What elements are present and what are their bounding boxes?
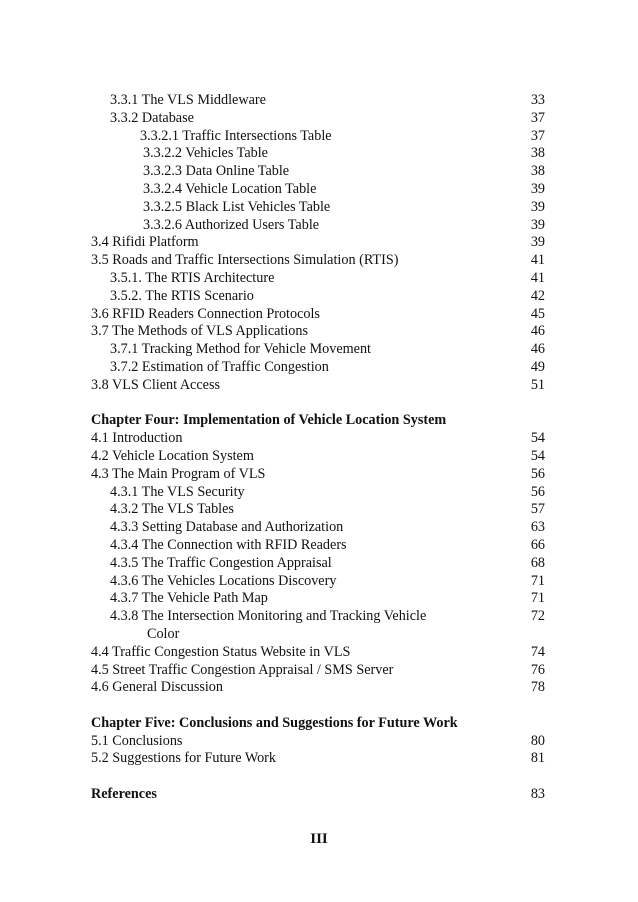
toc-entry-page: 56 [530, 483, 545, 500]
toc-entry-title: 5.2 Suggestions for Future Work [91, 750, 276, 767]
toc-entry-page: 78 [530, 679, 545, 696]
toc-entry-page: 38 [530, 163, 545, 180]
spacer [91, 768, 545, 786]
toc-entry [91, 252, 545, 270]
toc-entry-page: 68 [530, 554, 545, 571]
toc-entry [91, 341, 545, 359]
toc-entry [91, 430, 545, 448]
toc-entry-title: 4.3.1 The VLS Security [110, 483, 245, 500]
toc-entry-page: 54 [530, 447, 545, 464]
toc-entry-title: 3.3.2.5 Black List Vehicles Table [143, 198, 331, 215]
toc-entry [91, 679, 545, 697]
toc-entry-title: 3.3.2 Database [110, 109, 194, 126]
toc-entry [91, 537, 545, 555]
toc-entry-title: 3.5 Roads and Traffic Intersections Simulation (RTIS) [91, 252, 399, 269]
toc-entry-title: 3.3.2.2 Vehicles Table [143, 145, 268, 162]
toc-entry-page: 54 [530, 430, 545, 447]
toc-entry-page: 37 [530, 109, 545, 126]
toc-entry-title: 3.5.2. The RTIS Scenario [110, 287, 254, 304]
toc-entry-title: 4.1 Introduction [91, 430, 183, 447]
toc-entry [91, 145, 545, 163]
toc-entry-page: 37 [530, 127, 545, 144]
toc-entry-page: 38 [530, 145, 545, 162]
toc-entry-title: 3.3.2.6 Authorized Users Table [143, 216, 320, 233]
toc-entry [91, 110, 545, 128]
toc-entry-title: References [91, 786, 157, 803]
toc-entry-page: 41 [530, 269, 545, 286]
toc-entry [91, 750, 545, 768]
toc-entry-page: 46 [530, 341, 545, 358]
toc-entry-title: 3.3.2.4 Vehicle Location Table [143, 180, 317, 197]
toc-entry-page: 39 [530, 234, 545, 251]
toc-entry [91, 608, 545, 626]
toc-entry-title: 3.7 The Methods of VLS Applications [91, 323, 309, 340]
toc-entry-page: 80 [530, 732, 545, 749]
toc-entry-page: 39 [530, 216, 545, 233]
toc-entry-title: 4.5 Street Traffic Congestion Appraisal / SMS Server [91, 661, 394, 678]
toc-entry-page: 45 [530, 305, 545, 322]
toc-entry [91, 217, 545, 235]
toc-entry [91, 323, 545, 341]
chapter-heading [91, 715, 545, 733]
chapter-title: Chapter Four: Implementation of Vehicle Location System [91, 412, 447, 429]
toc-entry [91, 234, 545, 252]
chapter-heading [91, 412, 545, 430]
toc-entry-title: 3.7.2 Estimation of Traffic Congestion [110, 358, 329, 375]
toc-entry-page: 42 [530, 287, 545, 304]
toc-entry [91, 92, 545, 110]
chapter-title: Chapter Five: Conclusions and Suggestions for Future Work [91, 714, 458, 731]
toc-entry-page: 33 [530, 92, 545, 108]
toc-entry-continuation [91, 626, 545, 644]
toc-entry [91, 555, 545, 573]
toc-entry [91, 590, 545, 608]
toc-entry-page: 71 [530, 590, 545, 607]
toc-entry [91, 377, 545, 395]
toc-entry-page: 49 [530, 358, 545, 375]
toc-entry-title: 4.4 Traffic Congestion Status Website in VLS [91, 643, 351, 660]
toc-entry-title: 3.3.2.1 Traffic Intersections Table [140, 127, 332, 144]
toc-entry-page: 39 [530, 180, 545, 197]
toc-entry-title: 3.6 RFID Readers Connection Protocols [91, 305, 320, 322]
toc-entry-page: 71 [530, 572, 545, 589]
toc-entry [91, 448, 545, 466]
toc-entry [91, 359, 545, 377]
toc-entry-title: 3.5.1. The RTIS Architecture [110, 269, 275, 286]
spacer [91, 697, 545, 715]
spacer [91, 395, 545, 413]
toc-entry [91, 519, 545, 537]
toc-entry-title: 3.3.2.3 Data Online Table [143, 163, 290, 180]
toc-entry-title: 3.3.1 The VLS Middleware [110, 92, 266, 108]
toc-entry [91, 501, 545, 519]
toc-entry-title: 4.3.7 The Vehicle Path Map [110, 590, 268, 607]
toc-entry-page: 56 [530, 465, 545, 482]
toc-entry [91, 163, 545, 181]
page-number: III [310, 831, 328, 847]
toc-entry [91, 573, 545, 591]
toc-entry-title: 4.3.5 The Traffic Congestion Appraisal [110, 554, 332, 571]
toc-entry-title: 4.3.4 The Connection with RFID Readers [110, 536, 347, 553]
toc-entry [91, 128, 545, 146]
toc-entry-page: 76 [530, 661, 545, 678]
toc-entry-title: 4.3 The Main Program of VLS [91, 465, 266, 482]
toc-entry-page: 83 [530, 786, 545, 803]
toc-entry-title: 4.3.8 The Intersection Monitoring and Tracking Vehicle [110, 608, 427, 625]
toc-entry-title: 4.3.2 The VLS Tables [110, 501, 234, 518]
toc-entry-page: 39 [530, 198, 545, 215]
toc-entry [91, 199, 545, 217]
toc-entry-title: 3.7.1 Tracking Method for Vehicle Movement [110, 341, 371, 358]
toc-entry [91, 270, 545, 288]
toc-entry-title: 3.4 Rifidi Platform [91, 234, 199, 251]
table-of-contents [91, 92, 545, 804]
toc-entry [91, 644, 545, 662]
toc-entry-title: 5.1 Conclusions [91, 732, 183, 749]
toc-entry-page: 51 [530, 376, 545, 393]
toc-entry-page: 81 [530, 750, 545, 767]
toc-entry [91, 662, 545, 680]
toc-entry-title: 4.3.3 Setting Database and Authorization [110, 519, 344, 536]
toc-entry [91, 733, 545, 751]
toc-entry-title: 4.2 Vehicle Location System [91, 447, 254, 464]
toc-entry-page: 72 [530, 608, 545, 625]
toc-entry [91, 288, 545, 306]
toc-entry [91, 484, 545, 502]
toc-entry-page: 57 [530, 501, 545, 518]
toc-entry-title: 4.3.6 The Vehicles Locations Discovery [110, 572, 337, 589]
references-entry [91, 786, 545, 804]
toc-entry-page: 41 [530, 252, 545, 269]
toc-entry-title: Color [147, 625, 180, 642]
toc-entry-page: 46 [530, 323, 545, 340]
toc-entry-page: 66 [530, 536, 545, 553]
toc-entry-title: 3.8 VLS Client Access [91, 376, 220, 393]
toc-entry-page: 74 [530, 643, 545, 660]
toc-entry-page: 63 [530, 519, 545, 536]
toc-entry [91, 466, 545, 484]
toc-entry [91, 306, 545, 324]
toc-entry-title: 4.6 General Discussion [91, 679, 223, 696]
toc-entry [91, 181, 545, 199]
